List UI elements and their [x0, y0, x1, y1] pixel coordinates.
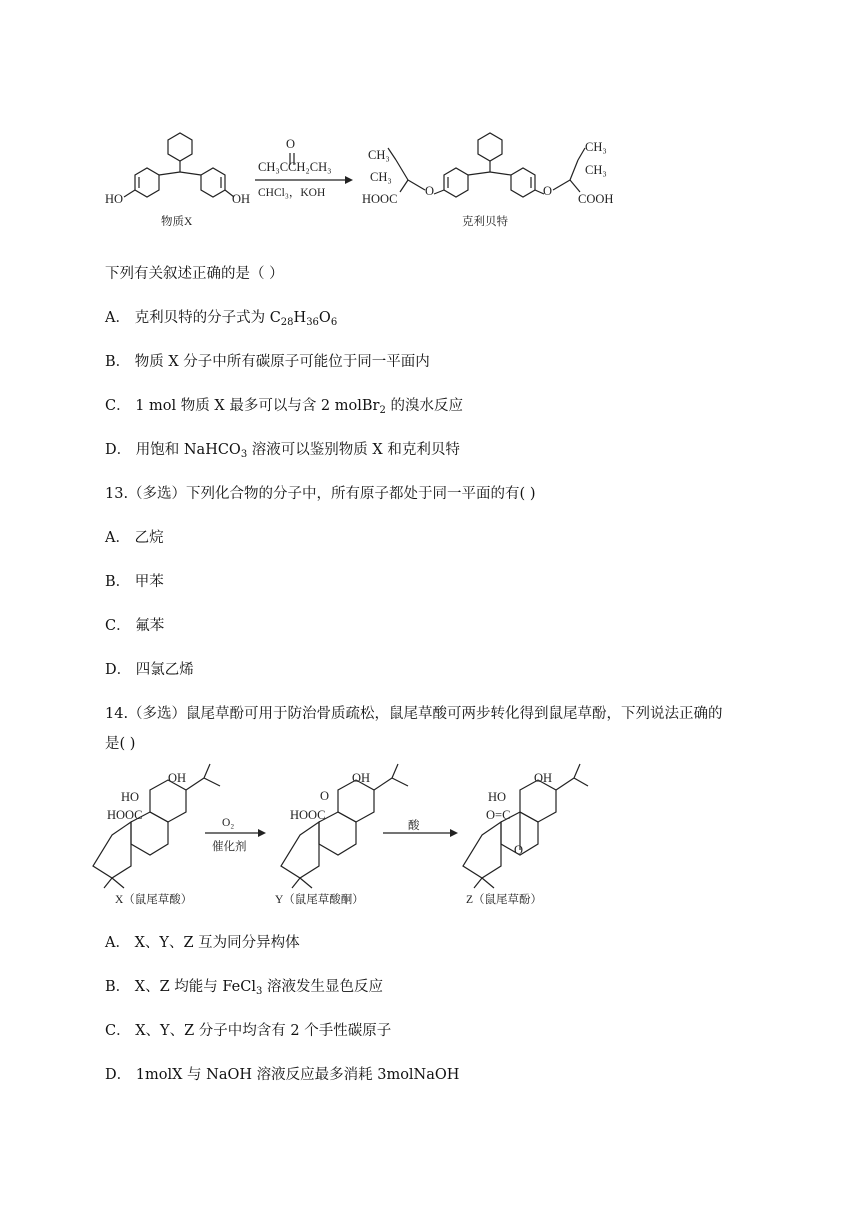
q14-stem-line2: 是( )	[105, 736, 136, 752]
q14-option-b: B． X、Z 均能与 FeCl$_3$ 溶液发生显色反应	[105, 979, 383, 997]
q14-option-d: D． 1molX 与 NaOH 溶液反应最多消耗 3molNaOH	[105, 1067, 460, 1083]
z-oc: O=C	[486, 808, 511, 822]
q13-option-a: A． 乙烷	[105, 530, 164, 546]
z-oh: OH	[534, 771, 553, 785]
x-oh: OH	[168, 771, 187, 785]
product-ch3-right-top: CH₃	[585, 140, 607, 154]
z-label: Z（鼠尾草酚）	[466, 894, 543, 906]
q14-stem-line1: 14.（多选）鼠尾草酚可用于防治骨质疏松，鼠尾草酸可两步转化得到鼠尾草酚，下列说法正确的	[105, 706, 723, 722]
x-name-label: 物质X	[161, 216, 193, 228]
z-ho: HO	[488, 790, 507, 804]
y-o: O	[320, 789, 330, 803]
q14-option-c: C． X、Y、Z 分子中均含有 2 个手性碳原子	[105, 1023, 392, 1039]
q14-option-a: A． X、Y、Z 互为同分异构体	[105, 935, 300, 951]
x-hooc: HOOC	[107, 808, 143, 822]
x-label: X（鼠尾草酸）	[115, 894, 193, 906]
q12-option-a: A． 克利贝特的分子式为 $C_{28}H_{36}O_6$	[105, 310, 338, 328]
q13-option-c: C． 氟苯	[105, 618, 165, 634]
q12-option-c: C． 1 mol 物质 X 最多可以与含 2 molBr$_2$ 的溴水反应	[105, 398, 463, 416]
arrow2-top: 酸	[408, 820, 420, 832]
q12-option-d: D． 用饱和 NaHCO$_3$ 溶液可以鉴别物质 X 和克利贝特	[105, 442, 460, 460]
x-ho: HO	[121, 790, 140, 804]
reagent-conditions: CHCl₃，KOH	[258, 187, 326, 199]
product-ch3-right: CH₃	[585, 163, 607, 177]
x-oh-label: OH	[232, 192, 251, 206]
q13-option-d: D． 四氯乙烯	[105, 662, 194, 678]
q12-stem: 下列有关叙述正确的是（ ）	[105, 266, 284, 282]
x-ho-label: HO	[105, 192, 124, 206]
product-cooh: COOH	[578, 192, 614, 206]
product-o-right: O	[543, 184, 553, 198]
q13-option-b: B． 甲苯	[105, 574, 164, 590]
arrow1-bottom: 催化剂	[212, 841, 247, 853]
product-ch3-left-top: CH₃	[368, 148, 390, 162]
y-label: Y（鼠尾草酸酮）	[275, 894, 364, 906]
product-name-label: 克利贝特	[462, 216, 508, 228]
q12-option-b: B． 物质 X 分子中所有碳原子可能位于同一平面内	[105, 354, 430, 370]
y-oh: OH	[352, 771, 371, 785]
reagent-formula: CH₃CCH₂CH₃	[258, 160, 332, 174]
reagent-carbonyl-o: O	[286, 137, 296, 151]
y-hooc: HOOC	[290, 808, 326, 822]
arrow1-top: O₂	[222, 817, 235, 829]
product-ch3-left: CH₃	[370, 170, 392, 184]
q13-stem: 13.（多选）下列化合物的分子中，所有原子都处于同一平面的有( )	[105, 486, 536, 502]
product-o-left: O	[425, 184, 435, 198]
z-o: O	[514, 843, 524, 857]
product-hooc: HOOC	[362, 192, 398, 206]
